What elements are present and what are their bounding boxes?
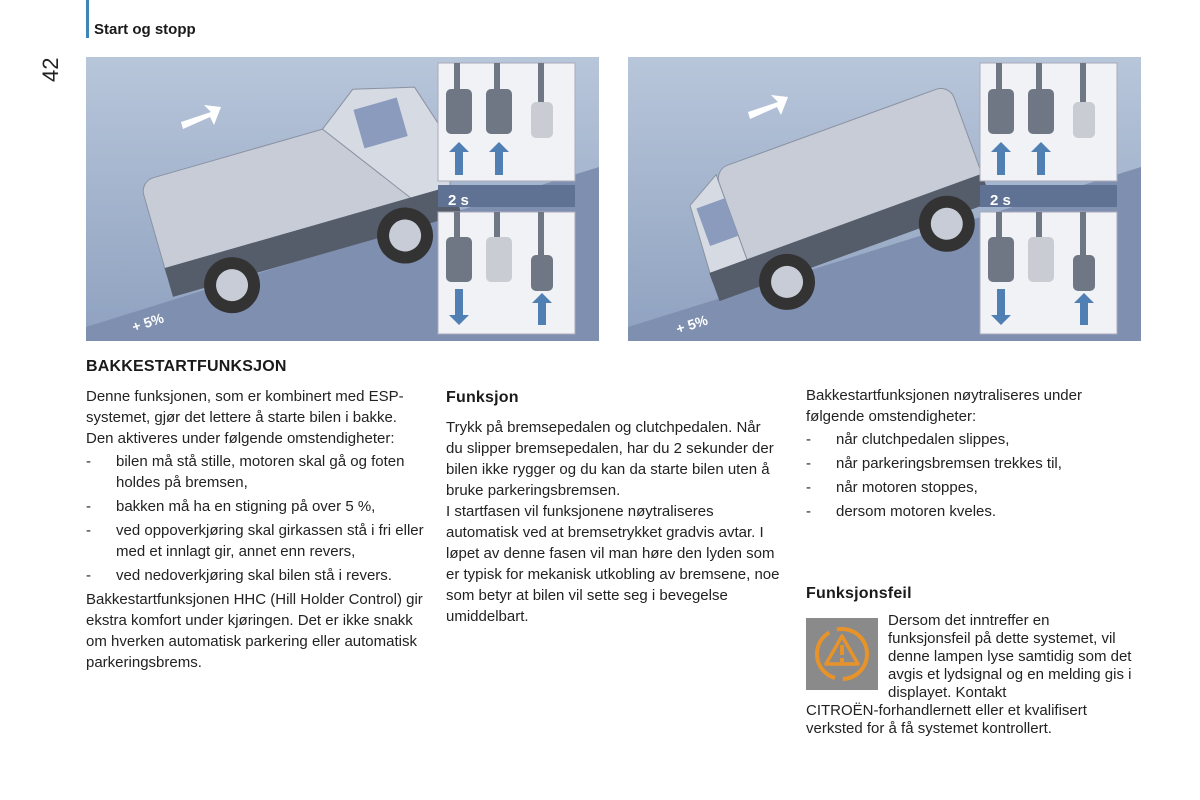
- neutralisation-list: [806, 429, 1136, 522]
- activation-conditions-list: [86, 451, 426, 586]
- hill-start-illustration-uphill: [86, 57, 599, 341]
- outro-paragraph: Bakkestartfunksjonen HHC (Hill Holder Control) gir ekstra komfort under kjøringen. Det er ikke snakk om hverken automatisk parkering eller automatisk parkeringsbrems.: [86, 591, 423, 671]
- page-number: 42: [38, 57, 63, 82]
- column-neutralisation: [806, 385, 1136, 525]
- list-item: - ved oppoverkjøring skal girkassen stå i fri eller med et innlagt gir, annet enn revers,: [86, 522, 424, 560]
- heading-function: Funksjon: [446, 389, 519, 406]
- list-item: - når motoren stoppes,: [806, 479, 978, 496]
- column-hill-start-intro: [86, 356, 426, 673]
- hill-start-illustration-downhill: [628, 57, 1141, 341]
- timer-label: 2 s: [448, 192, 469, 209]
- intro-paragraph: Denne funksjonen, som er kombinert med ESP-systemet, gjør det lettere å starte bilen i bakke. Den aktiveres under følgende omstendigheter:: [86, 388, 404, 447]
- list-item: - bakken må ha en stigning på over 5 %,: [86, 498, 376, 515]
- hill-assist-warning-icon: [806, 618, 878, 690]
- header-accent-bar: [86, 0, 89, 38]
- heading-hill-start: BAKKESTARTFUNKSJON: [86, 358, 287, 375]
- column-function: [446, 387, 781, 627]
- slope-label: + 5%: [673, 311, 710, 337]
- list-item: - dersom motoren kveles.: [806, 503, 997, 520]
- neutralisation-intro: Bakkestartfunksjonen nøytraliseres under følgende omstendigheter:: [806, 387, 1082, 425]
- fault-section: [806, 585, 1136, 738]
- list-item: - bilen må stå stille, motoren skal gå og foten holdes på bremsen,: [86, 453, 405, 491]
- section-title: Start og stopp: [94, 21, 196, 38]
- list-item: - når clutchpedalen slippes,: [806, 431, 1010, 448]
- list-item: - ved nedoverkjøring skal bilen stå i revers.: [86, 567, 392, 584]
- fault-text-side: Dersom det inntreffer en funksjonsfeil på dette systemet, vil denne lampen lyse samtidig som det avgis et lydsignal og en melding gis i displayet. Kontakt: [888, 612, 1132, 701]
- heading-fault: Funksjonsfeil: [806, 585, 912, 602]
- function-paragraph-2: I startfasen vil funksjonene nøytraliseres automatisk ved at bremsetrykket gradvis avtar. I løpet av denne fasen vil man høre den lyden som er typisk for mekanisk utkobling av bremsene, noe som betyr at bilen vil sette seg i bevegelse umiddelbart.: [446, 503, 780, 625]
- fault-text-full: CITROËN-forhandlernett eller et kvalifisert verksted for å få systemet kontrollert.: [806, 702, 1087, 737]
- timer-label: 2 s: [990, 192, 1011, 209]
- function-paragraph-1: Trykk på bremsepedalen og clutchpedalen. Når du slipper bremsepedalen, har du 2 sekunder der bilen ikke rygger og du kan da starte bilen uten å bruke parkeringsbremsen.: [446, 419, 774, 499]
- slope-label: + 5%: [129, 309, 166, 335]
- list-item: - når parkeringsbremsen trekkes til,: [806, 455, 1062, 472]
